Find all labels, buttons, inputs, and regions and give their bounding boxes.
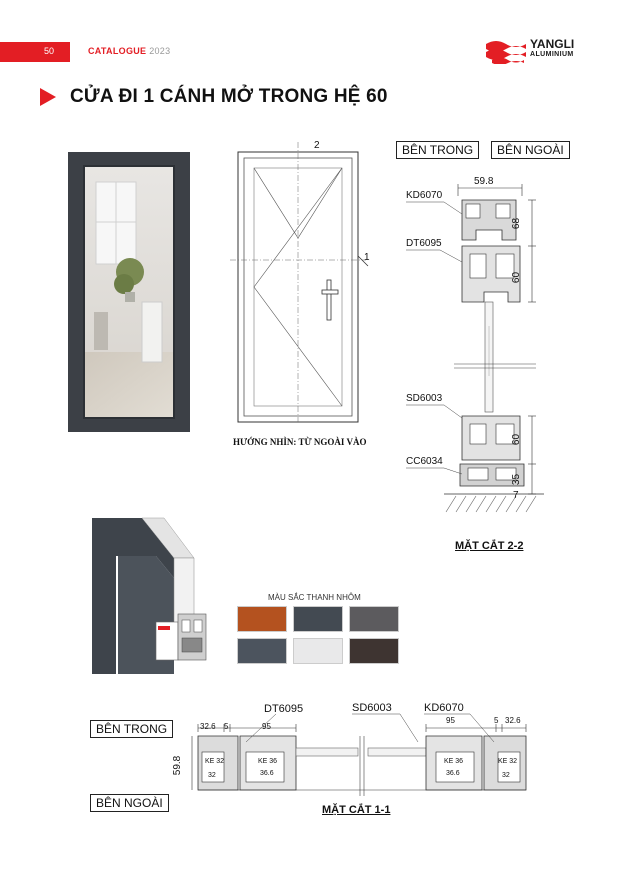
dim-d5: 7 xyxy=(513,490,519,501)
catalogue-label xyxy=(88,46,170,56)
dim-d4: 35 xyxy=(511,473,523,486)
outside-label-1: BÊN NGOÀI xyxy=(90,794,169,812)
dim-right-a: 95 xyxy=(446,716,455,725)
section-1-1-caption: MẶT CẮT 1-1 xyxy=(322,804,391,816)
profile-sd6003-1: SD6003 xyxy=(352,702,392,714)
page-number: 50 xyxy=(44,46,55,56)
ke32-left: KE 32 xyxy=(205,758,225,765)
dim-right-c: 32.6 xyxy=(505,716,521,725)
color-title: MÀU SẮC THANH NHÔM xyxy=(268,593,361,602)
profile-kd6070-1: KD6070 xyxy=(424,702,464,714)
door-elevation-drawing xyxy=(226,138,386,428)
brand-sub: ALUMINIUM xyxy=(530,51,574,58)
dim-left-c: 95 xyxy=(262,722,271,731)
v32-left: 32 xyxy=(208,772,216,779)
catalogue-text: CATALOGUE xyxy=(88,46,147,56)
section-1-1-leaders xyxy=(240,712,510,762)
profile-sd6003-2: SD6003 xyxy=(406,393,443,404)
dim-left-b: 5 xyxy=(224,722,229,731)
catalogue-year: 2023 xyxy=(149,46,171,56)
dim-width-2: 59.8 xyxy=(474,176,494,187)
v36-left: 36.6 xyxy=(260,770,274,777)
ke36-right: KE 36 xyxy=(444,758,464,765)
color-swatch-brown xyxy=(349,638,399,664)
v36-right: 36.6 xyxy=(446,770,460,777)
dim-right-b: 5 xyxy=(494,716,499,725)
inside-label-2: BÊN TRONG xyxy=(396,141,479,159)
brand-logo-icon xyxy=(484,38,528,64)
title-marker-icon xyxy=(40,88,56,106)
inside-label-1: BÊN TRONG xyxy=(90,720,173,738)
corner-profile-3d xyxy=(92,514,216,674)
marker-side: 1 xyxy=(364,252,370,263)
header-bar xyxy=(0,42,70,62)
profile-dt6095-2: DT6095 xyxy=(406,238,442,249)
color-swatch-woodgrain xyxy=(237,606,287,632)
profile-kd6070-2: KD6070 xyxy=(406,190,443,201)
dim-left-a: 32.6 xyxy=(200,722,216,731)
ke36-left: KE 36 xyxy=(258,758,278,765)
section-2-2-leaders xyxy=(404,200,464,476)
profile-cc6034-2: CC6034 xyxy=(406,456,443,467)
dim-d2: 60 xyxy=(511,271,523,284)
page-title: CỬA ĐI 1 CÁNH MỞ TRONG HỆ 60 xyxy=(70,86,388,107)
color-swatch-slate xyxy=(237,638,287,664)
view-caption: HƯỚNG NHÌN: TỪ NGOÀI VÀO xyxy=(233,437,367,447)
dim-height-1: 59.8 xyxy=(172,755,184,776)
ke32-right: KE 32 xyxy=(498,758,518,765)
color-swatch-dark-grey xyxy=(349,606,399,632)
dim-d1: 68 xyxy=(511,217,523,230)
dim-d3: 60 xyxy=(511,433,523,446)
profile-dt6095-1: DT6095 xyxy=(264,703,304,715)
brand-name: YANGLI xyxy=(530,37,575,51)
color-swatch-white xyxy=(293,638,343,664)
v32-right: 32 xyxy=(502,772,510,779)
door-photo xyxy=(68,152,190,432)
marker-top: 2 xyxy=(314,140,320,151)
outside-label-2: BÊN NGOÀI xyxy=(491,141,570,159)
color-swatch-grey xyxy=(293,606,343,632)
section-2-2-caption: MẶT CẮT 2-2 xyxy=(455,540,524,552)
